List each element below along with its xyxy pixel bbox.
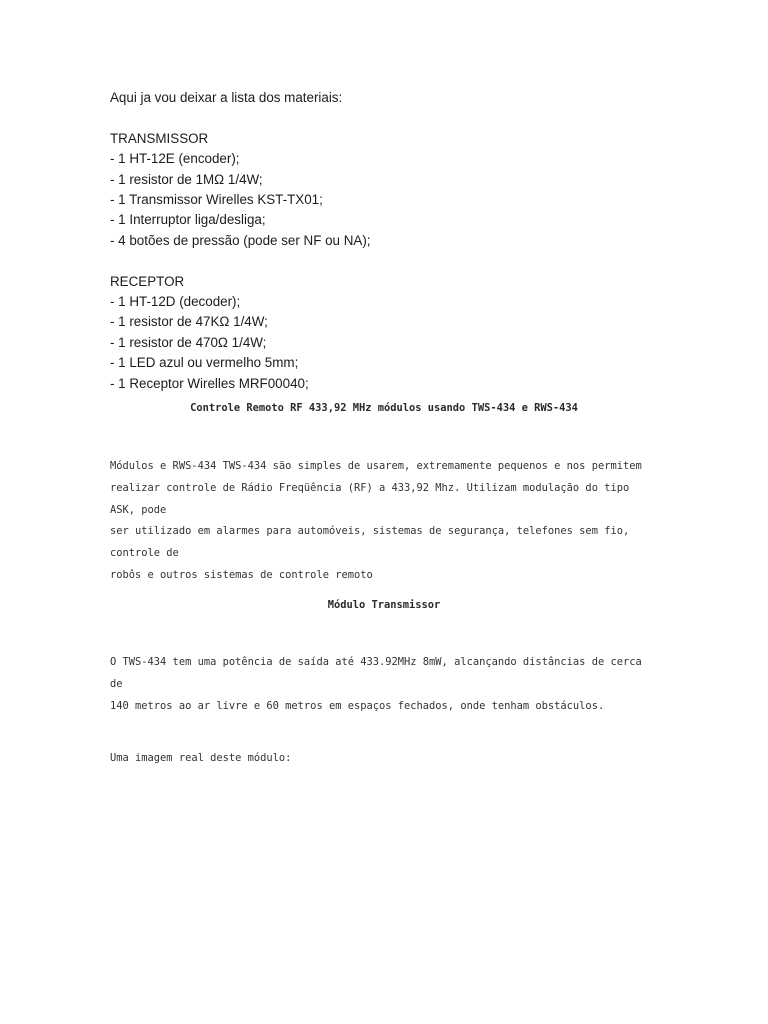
- receptor-heading: RECEPTOR: [110, 273, 185, 289]
- spacer: [110, 251, 371, 271]
- materials-intro: Aqui ja vou deixar a lista dos materiais:: [110, 90, 343, 105]
- image-caption: Uma imagem real deste módulo:: [110, 752, 292, 764]
- spacer: [110, 108, 371, 128]
- transmissor-item: - 1 resistor de 1MΩ 1/4W;: [110, 171, 263, 187]
- transmissor-item: - 1 HT-12E (encoder);: [110, 151, 240, 167]
- materials-list: [110, 88, 371, 394]
- transmissor-heading: TRANSMISSOR: [110, 130, 209, 146]
- article-title: Controle Remoto RF 433,92 MHz módulos usando TWS-434 e RWS-434: [190, 402, 578, 414]
- section-heading: Módulo Transmissor: [327, 599, 441, 611]
- receptor-item: - 1 LED azul ou vermelho 5mm;: [110, 355, 299, 371]
- transmissor-item: - 1 Transmissor Wirelles KST-TX01;: [110, 192, 323, 208]
- intro-paragraph: Módulos e RWS-434 TWS-434 são simples de usarem, extremamente pequenos e nos permitem realizar controle de Rádio Freqüência (RF) a 433,92 Mhz. Utilizam modulação do tipo ASK, pode ser utilizado em alarmes para automóveis, sistemas de segurança, telefones sem fio, controle de robôs e outros sistemas de controle remoto: [110, 460, 642, 581]
- transmissor-item: - 4 botões de pressão (pode ser NF ou NA);: [110, 232, 371, 248]
- transmitter-paragraph: O TWS-434 tem uma potência de saída até 433.92MHz 8mW, alcançando distâncias de cerca de 140 metros ao ar livre e 60 metros em espaços fechados, onde tenham obstáculos.: [110, 656, 642, 712]
- receptor-item: - 1 Receptor Wirelles MRF00040;: [110, 375, 309, 391]
- receptor-item: - 1 resistor de 47KΩ 1/4W;: [110, 314, 268, 330]
- receptor-item: - 1 HT-12D (decoder);: [110, 294, 241, 310]
- transmissor-item: - 1 Interruptor liga/desliga;: [110, 212, 266, 228]
- receptor-item: - 1 resistor de 470Ω 1/4W;: [110, 334, 267, 350]
